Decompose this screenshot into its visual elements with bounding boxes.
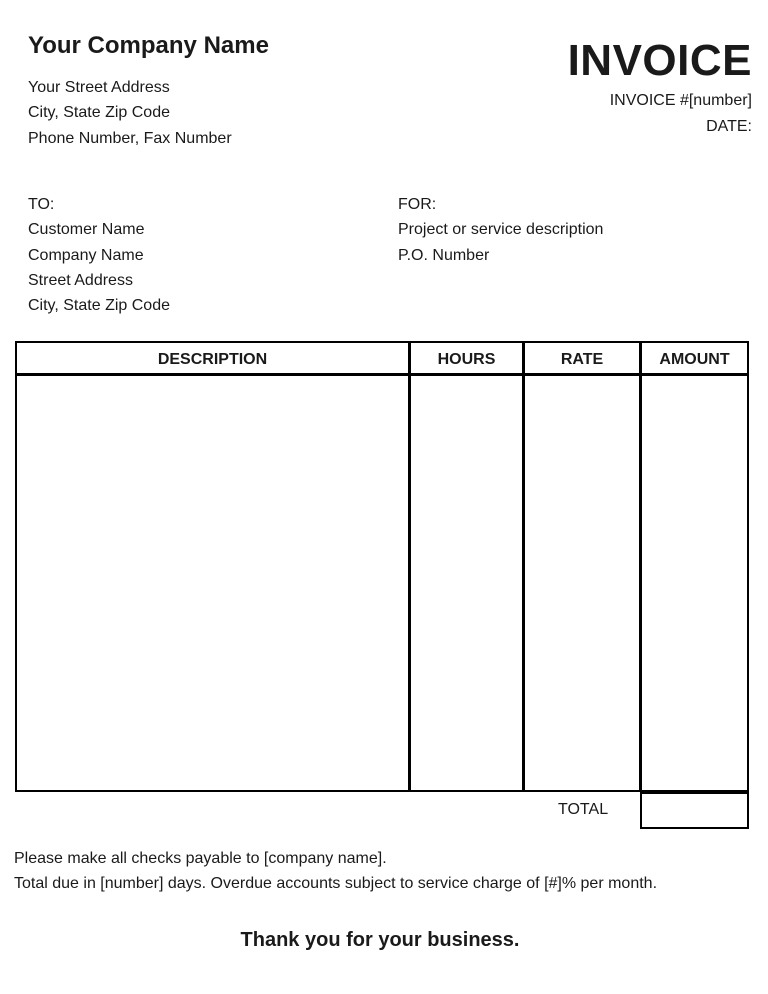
- sender-phone-fax: Phone Number, Fax Number: [28, 130, 232, 147]
- company-name: Your Company Name: [28, 32, 269, 59]
- to-city-state-zip: City, State Zip Code: [28, 297, 170, 314]
- table-col-divider: [522, 341, 525, 792]
- total-amount-box: [640, 792, 749, 829]
- thank-you-message: Thank you for your business.: [240, 929, 520, 951]
- invoice-number: INVOICE #[number]: [609, 92, 752, 109]
- total-label: TOTAL: [558, 801, 609, 818]
- table-col-divider: [408, 341, 411, 792]
- header-hours: HOURS: [437, 351, 496, 368]
- for-po-number: P.O. Number: [398, 247, 490, 264]
- for-label: FOR:: [398, 196, 437, 213]
- to-street: Street Address: [28, 272, 133, 289]
- to-customer-name: Customer Name: [28, 221, 145, 238]
- to-company-name: Company Name: [28, 247, 144, 264]
- sender-street: Your Street Address: [28, 79, 170, 96]
- invoice-date: DATE:: [706, 118, 752, 135]
- to-label: TO:: [28, 196, 55, 213]
- header-amount: AMOUNT: [659, 351, 730, 368]
- payable-note: Please make all checks payable to [company name].: [14, 850, 387, 867]
- table-col-divider: [639, 341, 642, 792]
- for-description: Project or service description: [398, 221, 604, 238]
- invoice-title: INVOICE: [567, 36, 752, 85]
- header-description: DESCRIPTION: [157, 351, 268, 368]
- header-rate: RATE: [560, 351, 604, 368]
- terms-note: Total due in [number] days. Overdue accounts subject to service charge of [#]% per month.: [14, 875, 658, 892]
- sender-city-state-zip: City, State Zip Code: [28, 104, 170, 121]
